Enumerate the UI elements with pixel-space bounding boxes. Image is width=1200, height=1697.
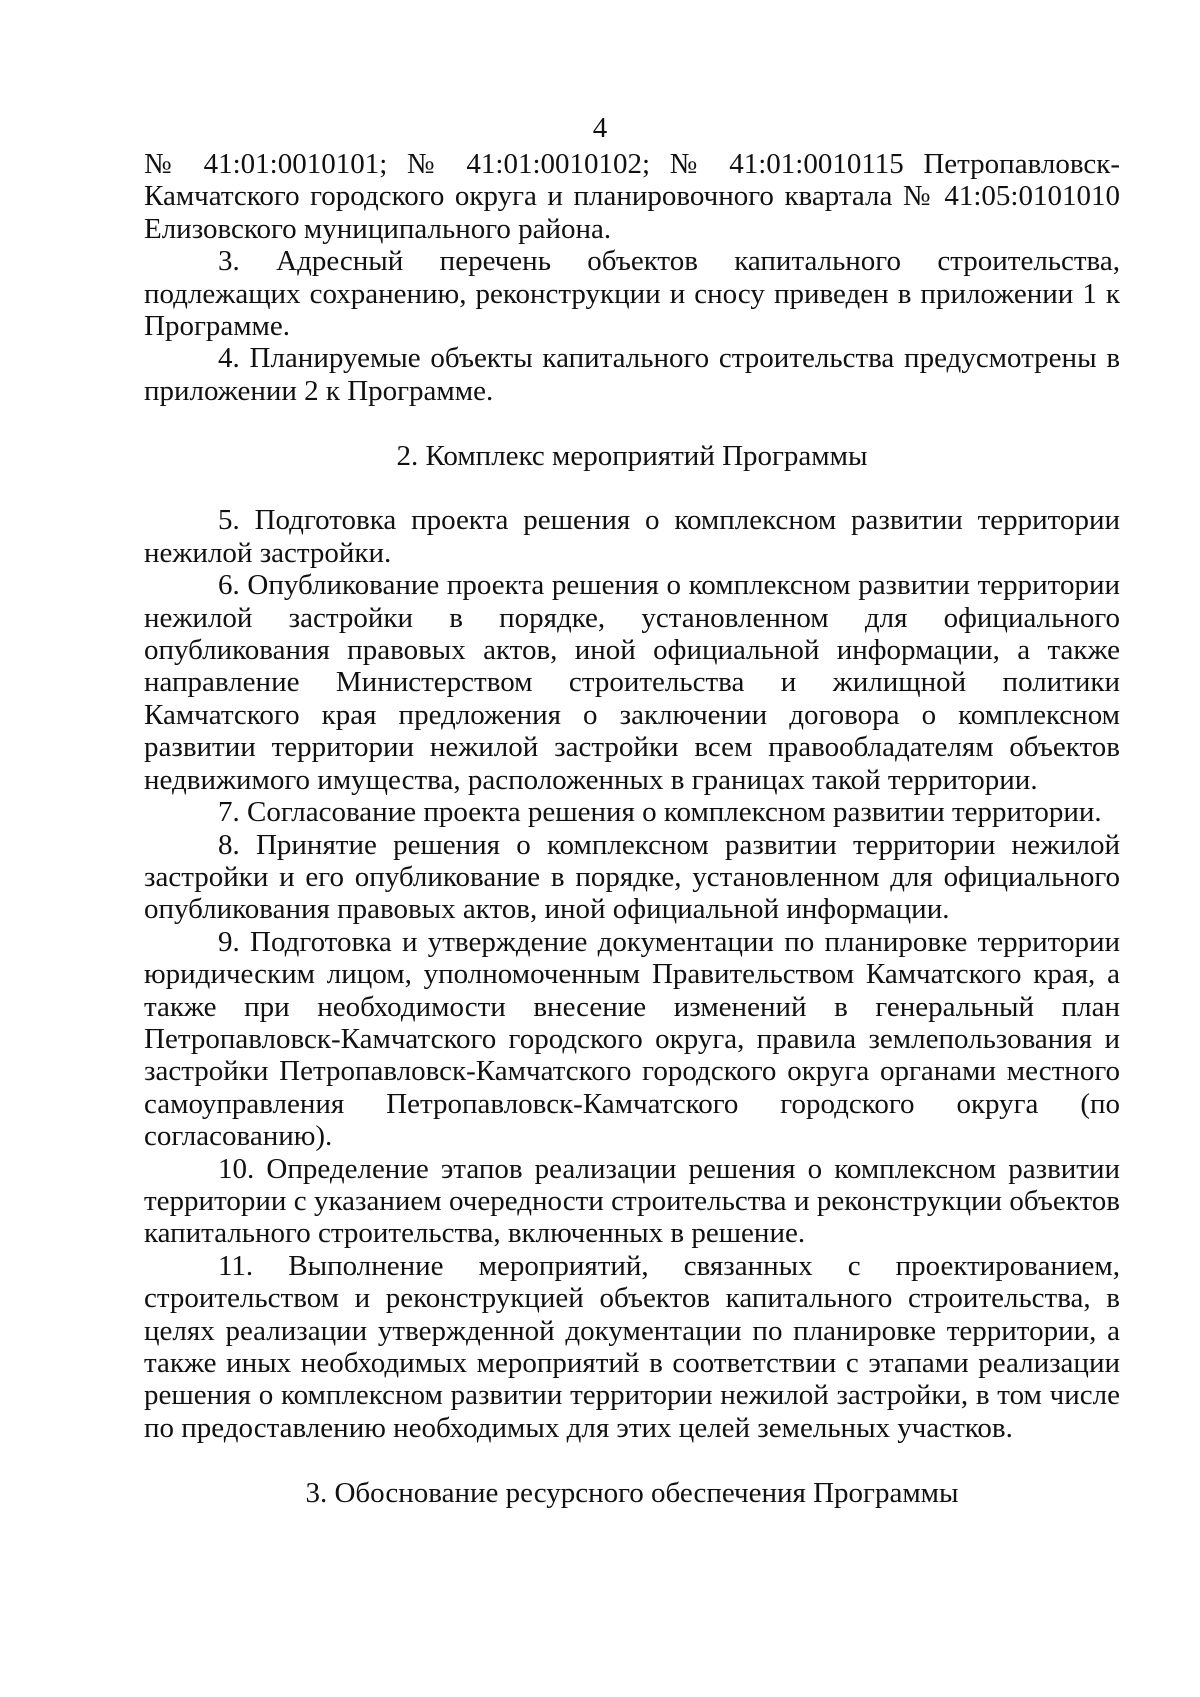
item-number: 7. [218,796,240,829]
item-number: 9. [218,925,240,958]
item-number: 10. [218,1152,255,1185]
list-item [144,245,1120,342]
item-text: Определение этапов реализации решения о комплексном развитии территории с указанием очередности строительства и реконструкции объектов капитального строительства, включенных в решение. [144,1152,1120,1250]
item-number: 3. [218,245,240,278]
section-spacer [144,472,1120,504]
item-text: Принятие решения о комплексном развитии территории нежилой застройки и его опубликование в порядке, установленном для официального опубликования правовых актов, иной официальной информации. [144,828,1120,926]
section-spacer [144,1444,1120,1476]
item-text: Опубликование проекта решения о комплексном развитии территории нежилой застройки в порядке, установленном для официального опубликования правовых актов, иной официальной информации, а также направление Министерством строительства и жилищной политики Камчатского края предложения о заключении договора о комплексном развитии территории нежилой застройки всем правообладателям объектов недвижимого имущества, расположенных в границах такой территории. [144,569,1120,796]
list-item [144,1153,1120,1250]
item-text: Выполнение мероприятий, связанных с проектированием, строительством и реконструкцией объектов капитального строительства, в целях реализации утвержденной документации по планировке территории, а также иных необходимых мероприятий в соответствии с этапами реализации решения о комплексном развитии территории нежилой застройки, в том числе по предоставлению необходимых для этих целей земельных участков. [144,1249,1121,1444]
section-spacer [144,407,1120,439]
list-item [144,1250,1120,1444]
item-text: Согласование проекта решения о комплексном развитии территории. [247,796,1102,829]
list-item [144,569,1120,796]
list-item [144,342,1120,407]
list-item [144,829,1120,926]
item-text: Адресный перечень объектов капитального строительства, подлежащих сохранению, реконструкции и сносу приведен в приложении 1 к Программе. [144,245,1120,343]
item-text: Подготовка и утверждение документации по планировке территории юридическим лицом, уполномоченным Правительством Камчатского края, а также при необходимости внесение изменений в генеральный план Петропавловск-Камчатского городского округа, правила землепользования и застройки Петропавловск-Камчатского городского округа органами местного самоуправления Петропавловск-Камчатского городского округа (по согласованию). [144,925,1120,1153]
section-heading-2: 2. Комплекс мероприятий Программы [396,439,868,472]
item-number: 6. [218,569,240,602]
item-number: 8. [218,828,240,861]
continuation-paragraph: № 41:01:0010101; № 41:01:0010102; № 41:01:0010115 Петропавловск-Камчатского городского округа и планировочного квартала № 41:05:0101010 Елизовского муниципального района. [144,148,1120,245]
page-number: 4 [592,112,608,144]
item-text: Планируемые объекты капитального строительства предусмотрены в приложении 2 к Программе. [144,342,1121,407]
item-number: 5. [218,504,240,537]
section-heading-3: 3. Обоснование ресурсного обеспечения Программы [305,1476,959,1509]
item-number: 11. [218,1249,254,1282]
document-body [144,148,1120,1509]
list-item [144,504,1120,569]
item-number: 4. [218,342,240,375]
list-item [144,796,1120,828]
item-text: Подготовка проекта решения о комплексном развитии территории нежилой застройки. [144,504,1120,569]
list-item [144,926,1120,1153]
